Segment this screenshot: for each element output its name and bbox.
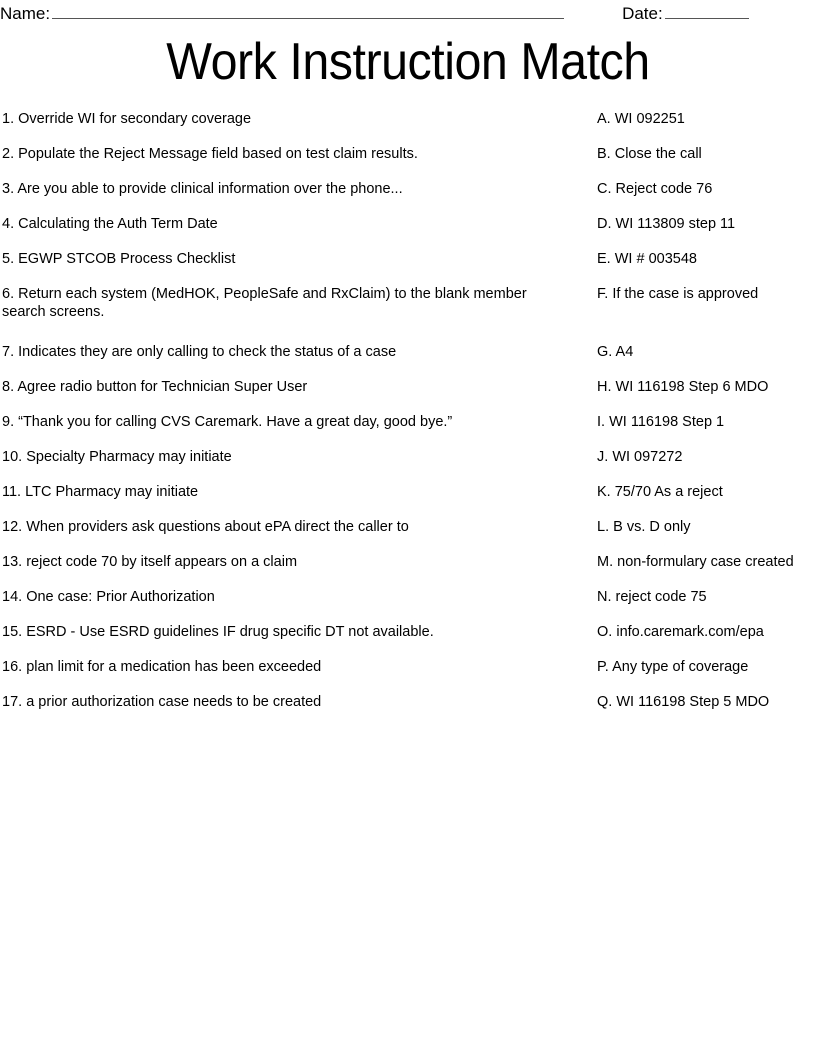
matching-row: [0, 623, 816, 658]
answer-item: [597, 588, 816, 606]
answer-text: WI 116198 Step 1: [609, 414, 725, 430]
answer-item: [597, 483, 816, 501]
answer-text: WI 116198 Step 6 MDO: [615, 379, 769, 395]
answer-letter: B.: [597, 146, 611, 162]
answer-text: Reject code 76: [615, 181, 713, 197]
question-text: EGWP STCOB Process Checklist: [18, 251, 236, 267]
question-number: 1.: [2, 111, 15, 127]
name-input-line[interactable]: [52, 1, 564, 19]
question-number: 7.: [2, 344, 15, 360]
page-title: Work Instruction Match: [166, 33, 650, 91]
answer-letter: H.: [597, 379, 612, 395]
answer-item: [597, 180, 816, 198]
question-item: [2, 180, 562, 198]
answer-text: reject code 75: [615, 589, 707, 605]
question-item: [2, 693, 562, 711]
answer-text: B vs. D only: [613, 519, 691, 535]
answer-item: [597, 145, 816, 163]
question-text: One case: Prior Authorization: [26, 589, 215, 605]
name-date-header: [0, 0, 816, 28]
question-number: 12.: [2, 519, 23, 535]
answer-item: [597, 623, 816, 641]
question-text: Calculating the Auth Term Date: [18, 216, 218, 232]
matching-row: [0, 588, 816, 623]
answer-item: [597, 518, 816, 536]
matching-row: [0, 693, 816, 728]
question-number: 15.: [2, 624, 23, 640]
question-number: 16.: [2, 659, 23, 675]
answer-text: 75/70 As a reject: [614, 484, 723, 500]
answer-letter: P.: [597, 659, 609, 675]
matching-row: [0, 145, 816, 180]
answer-letter: Q.: [597, 694, 613, 710]
question-text: Are you able to provide clinical information over the phone...: [17, 181, 403, 197]
matching-row: [0, 180, 816, 215]
matching-row: [0, 215, 816, 250]
question-item: [2, 285, 562, 321]
question-number: 8.: [2, 379, 15, 395]
matching-row: [0, 518, 816, 553]
answer-text: Close the call: [614, 146, 702, 162]
question-number: 4.: [2, 216, 15, 232]
answer-item: [597, 110, 816, 128]
answer-letter: C.: [597, 181, 612, 197]
answer-letter: I.: [597, 414, 606, 430]
answer-letter: O.: [597, 624, 613, 640]
question-text: LTC Pharmacy may initiate: [25, 484, 199, 500]
answer-letter: N.: [597, 589, 612, 605]
question-text: Override WI for secondary coverage: [18, 111, 252, 127]
question-number: 9.: [2, 414, 15, 430]
question-item: [2, 623, 562, 641]
answer-letter: A.: [597, 111, 611, 127]
question-text: “Thank you for calling CVS Caremark. Have a great day, good bye.”: [18, 414, 453, 430]
answer-text: Any type of coverage: [612, 659, 749, 675]
matching-row: [0, 658, 816, 693]
answer-text: WI 116198 Step 5 MDO: [616, 694, 770, 710]
matching-row: [0, 110, 816, 145]
question-item: [2, 518, 562, 536]
matching-row: [0, 285, 816, 343]
question-text: Specialty Pharmacy may initiate: [26, 449, 232, 465]
question-item: [2, 343, 562, 361]
question-item: [2, 483, 562, 501]
answer-text: A4: [615, 344, 634, 360]
date-label: Date:: [622, 4, 663, 23]
question-number: 11.: [2, 484, 22, 500]
question-text: Agree radio button for Technician Super User: [17, 379, 308, 395]
answer-item: [597, 658, 816, 676]
answer-text: non-formulary case created: [617, 554, 794, 570]
answer-text: If the case is approved: [612, 286, 759, 302]
question-number: 3.: [2, 181, 15, 197]
matching-row: [0, 250, 816, 285]
answer-letter: D.: [597, 216, 612, 232]
question-item: [2, 413, 562, 431]
answer-item: [597, 215, 816, 233]
question-text: a prior authorization case needs to be created: [26, 694, 322, 710]
question-text: When providers ask questions about ePA direct the caller to: [26, 519, 409, 535]
question-item: [2, 110, 562, 128]
answer-text: WI 097272: [612, 449, 683, 465]
question-item: [2, 215, 562, 233]
answer-text: WI # 003548: [614, 251, 697, 267]
name-label: Name:: [0, 4, 51, 23]
matching-row: [0, 553, 816, 588]
answer-letter: E.: [597, 251, 611, 267]
matching-row: [0, 448, 816, 483]
answer-item: [597, 378, 816, 396]
question-text: Populate the Reject Message field based on test claim results.: [18, 146, 418, 162]
question-item: [2, 145, 562, 163]
question-number: 10.: [2, 449, 23, 465]
question-item: [2, 658, 562, 676]
answer-text: WI 092251: [614, 111, 685, 127]
matching-row: [0, 378, 816, 413]
date-input-line[interactable]: [665, 1, 749, 19]
question-text: reject code 70 by itself appears on a claim: [26, 554, 298, 570]
answer-item: [597, 693, 816, 711]
answer-item: [597, 250, 816, 268]
answer-letter: J.: [597, 449, 609, 465]
question-item: [2, 448, 562, 466]
answer-letter: M.: [597, 554, 614, 570]
answer-item: [597, 413, 816, 431]
question-item: [2, 378, 562, 396]
answer-letter: G.: [597, 344, 613, 360]
answer-text: info.caremark.com/epa: [616, 624, 764, 640]
question-text: Indicates they are only calling to check the status of a case: [18, 344, 397, 360]
matching-row: [0, 413, 816, 448]
matching-row: [0, 343, 816, 378]
answer-item: [597, 448, 816, 466]
answer-letter: K.: [597, 484, 611, 500]
matching-columns: [0, 110, 816, 728]
question-text: Return each system (MedHOK, PeopleSafe and RxClaim) to the blank member search screens.: [2, 286, 527, 320]
answer-text: WI 113809 step 11: [615, 216, 736, 232]
answer-item: [597, 553, 816, 571]
question-text: plan limit for a medication has been exceeded: [26, 659, 322, 675]
question-number: 2.: [2, 146, 15, 162]
answer-item: [597, 343, 816, 361]
question-number: 6.: [2, 286, 15, 302]
question-item: [2, 553, 562, 571]
question-item: [2, 588, 562, 606]
question-number: 5.: [2, 251, 15, 267]
question-text: ESRD - Use ESRD guidelines IF drug specific DT not available.: [26, 624, 434, 640]
question-number: 14.: [2, 589, 23, 605]
answer-letter: L.: [597, 519, 610, 535]
question-number: 13.: [2, 554, 23, 570]
matching-row: [0, 483, 816, 518]
answer-letter: F.: [597, 286, 609, 302]
question-item: [2, 250, 562, 268]
answer-item: [597, 285, 816, 303]
question-number: 17.: [2, 694, 23, 710]
